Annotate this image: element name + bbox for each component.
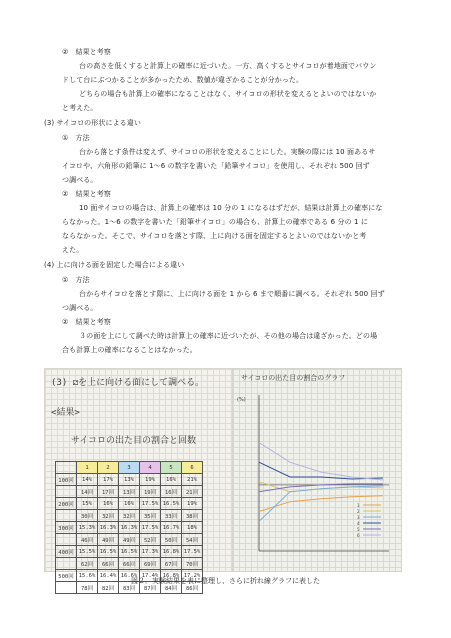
table-cell: 16.5% bbox=[98, 546, 119, 558]
legend-label: 2 bbox=[357, 509, 360, 514]
table-cell: 50回 bbox=[161, 534, 182, 546]
table-row bbox=[56, 558, 203, 570]
table-cell: 17回 bbox=[98, 486, 119, 498]
table-cell: 16.8% bbox=[161, 570, 182, 582]
graph-title: サイコロの出た目の割合のグラフ bbox=[241, 374, 346, 382]
table-cell: 67回 bbox=[161, 558, 182, 570]
table-cell: 17.5% bbox=[140, 498, 161, 510]
body-line: と考えた。 bbox=[62, 104, 98, 112]
table-cell: 16.5% bbox=[161, 498, 182, 510]
body-line: えた。 bbox=[62, 246, 84, 254]
table-row bbox=[56, 546, 203, 558]
body-line: つ調べる。 bbox=[62, 304, 98, 312]
table-cell: 18% bbox=[182, 522, 203, 534]
table-cell: 300回 bbox=[56, 522, 77, 534]
table-header-cell: 2 bbox=[98, 462, 119, 474]
table-cell: 35回 bbox=[140, 510, 161, 522]
body-line: ① 方法 bbox=[62, 134, 90, 142]
table-cell: 66回 bbox=[119, 558, 140, 570]
table-row bbox=[56, 486, 203, 498]
table-row bbox=[56, 498, 203, 510]
table-cell: 52回 bbox=[140, 534, 161, 546]
table-cell: 33回 bbox=[161, 510, 182, 522]
result-table bbox=[55, 461, 203, 594]
body-line: 10 面サイコロの場合は、計算上の確率は 10 分の 1 になるはずだが、結果は計算上の確率にな bbox=[79, 204, 383, 212]
legend-label: 6 bbox=[357, 533, 360, 538]
series-line bbox=[259, 486, 383, 522]
table-cell: 16.3% bbox=[98, 522, 119, 534]
table-cell: 17.5% bbox=[140, 522, 161, 534]
table-cell bbox=[56, 534, 77, 546]
result-label: <結果> bbox=[51, 408, 80, 418]
legend-label: 1 bbox=[357, 503, 360, 508]
table-cell: 19% bbox=[182, 498, 203, 510]
line-graph bbox=[233, 369, 401, 571]
table-cell: 16.3% bbox=[119, 522, 140, 534]
table-cell bbox=[56, 486, 77, 498]
table-cell: 500回 bbox=[56, 570, 77, 582]
body-line: ① 方法 bbox=[62, 276, 90, 284]
table-cell: 14回 bbox=[77, 486, 98, 498]
table-header-cell: 5 bbox=[161, 462, 182, 474]
table-cell: 16.8% bbox=[161, 546, 182, 558]
table-cell: 15% bbox=[77, 498, 98, 510]
table-cell: 21回 bbox=[182, 486, 203, 498]
table-cell: 82回 bbox=[98, 582, 119, 594]
table-cell: 21% bbox=[182, 474, 203, 486]
body-line: 台から落とす条件は変えず、サイコロの形状を変えることにした。実験の際には 10 面あるサ bbox=[79, 148, 376, 156]
table-header-cell bbox=[56, 462, 77, 474]
table-cell: 400回 bbox=[56, 546, 77, 558]
series-line bbox=[259, 462, 383, 479]
table-cell: 32回 bbox=[98, 510, 119, 522]
legend-label: 3 bbox=[357, 515, 360, 520]
table-cell: 17.5% bbox=[182, 546, 203, 558]
table-cell: 16.4% bbox=[98, 570, 119, 582]
body-line: 台からサイコロを落とす際に、上に向ける面を 1 から 6 まで順番に調べる。それぞれ 500 回ず bbox=[79, 290, 385, 298]
table-row bbox=[56, 522, 203, 534]
table-cell: 16回 bbox=[161, 486, 182, 498]
table-cell: 70回 bbox=[182, 558, 203, 570]
table-cell: 13回 bbox=[119, 486, 140, 498]
body-line: (3) サイコロの形状による違い bbox=[44, 119, 141, 127]
table-header-cell: 1 bbox=[77, 462, 98, 474]
table-cell: 14% bbox=[77, 474, 98, 486]
body-line: ② 結果と考察 bbox=[62, 318, 111, 326]
table-header-cell: 4 bbox=[140, 462, 161, 474]
table-cell: 16.5% bbox=[119, 546, 140, 558]
body-line: ドして台にぶつかることが多かったため、数値が違ざかることが分かった。 bbox=[62, 76, 304, 84]
table-cell: 16% bbox=[119, 498, 140, 510]
table-cell: 49回 bbox=[98, 534, 119, 546]
left-title: (3) ⚁を上に向ける面にして調べる。 bbox=[51, 378, 205, 388]
table-header-cell: 6 bbox=[182, 462, 203, 474]
table-title: サイコロの出た目の割合と回数 bbox=[71, 436, 197, 446]
table-cell: 54回 bbox=[182, 534, 203, 546]
table-cell: 17.4% bbox=[140, 570, 161, 582]
table-cell: 86回 bbox=[182, 582, 203, 594]
table-cell: 17% bbox=[98, 474, 119, 486]
table-cell: 200回 bbox=[56, 498, 77, 510]
table-cell: 17.3% bbox=[140, 546, 161, 558]
series-line bbox=[259, 443, 383, 481]
graph-ylabel: (%) bbox=[237, 397, 246, 403]
table-cell: 100回 bbox=[56, 474, 77, 486]
table-cell bbox=[56, 558, 77, 570]
body-line: ② 結果と考察 bbox=[62, 190, 111, 198]
table-cell: 62回 bbox=[77, 558, 98, 570]
table-cell: 17.2% bbox=[182, 570, 203, 582]
table-cell: 16% bbox=[161, 474, 182, 486]
body-line: らなかった。1〜6 の数字を書いた「鉛筆サイコロ」の場合も、計算上の確率である 6 分の 1 に bbox=[62, 218, 368, 226]
table-cell: 16% bbox=[98, 498, 119, 510]
table-cell: 78回 bbox=[77, 582, 98, 594]
table-header-cell: 3 bbox=[119, 462, 140, 474]
table-cell: 19% bbox=[140, 474, 161, 486]
body-line: ３の面を上にして調べた時は計算上の確率に近づいたが、その他の場合は違ざかった。どの場 bbox=[79, 332, 378, 340]
table-cell: 38回 bbox=[182, 510, 203, 522]
table-row bbox=[56, 474, 203, 486]
table-cell: 15.3% bbox=[77, 522, 98, 534]
body-line: 台の高さを低くすると計算上の確率に近づいた。一方、高くするとサイコロが着地面でバウン bbox=[79, 62, 377, 70]
table-cell: 87回 bbox=[140, 582, 161, 594]
table-row bbox=[56, 510, 203, 522]
table-cell: 13% bbox=[119, 474, 140, 486]
table-cell bbox=[56, 510, 77, 522]
table-row bbox=[56, 534, 203, 546]
body-line: どちらの場合も計算上の確率になることはなく、サイコロの形状を変えるとよいのではないか bbox=[79, 90, 377, 98]
body-line: ならなかった。そこで、サイコロを落とす際、上に向ける面を固定するとよいのではないかと考 bbox=[62, 232, 367, 240]
body-line: つ調べる。 bbox=[62, 176, 98, 184]
graph-photo bbox=[232, 368, 402, 572]
table-cell: 16.7% bbox=[161, 522, 182, 534]
table-cell: 49回 bbox=[119, 534, 140, 546]
table-cell: 15.6% bbox=[77, 570, 98, 582]
table-cell: 15.5% bbox=[77, 546, 98, 558]
body-line: (4) 上に向ける面を固定した場合による違い bbox=[44, 261, 185, 269]
body-line: イコロや、六角形の鉛筆に 1〜6 の数字を書いた「鉛筆サイコロ」を使用し、それぞれ 500 回ず bbox=[62, 162, 370, 170]
table-cell: 83回 bbox=[119, 582, 140, 594]
table-cell: 32回 bbox=[119, 510, 140, 522]
table-cell: 66回 bbox=[98, 558, 119, 570]
table-cell: 69回 bbox=[140, 558, 161, 570]
body-line: ② 結果と考察 bbox=[62, 48, 111, 56]
table-cell: 19回 bbox=[140, 486, 161, 498]
table-cell: 46回 bbox=[77, 534, 98, 546]
legend-label: 5 bbox=[357, 527, 360, 532]
table-cell: 84回 bbox=[161, 582, 182, 594]
table-cell: 16.6% bbox=[119, 570, 140, 582]
body-line: 合も計算上の確率になることはなかった。 bbox=[62, 346, 197, 354]
figure-caption: 図２．実験結果を表に整理し、さらに折れ線グラフに表した bbox=[131, 577, 320, 585]
legend-label: 4 bbox=[357, 521, 360, 526]
table-cell: 30回 bbox=[77, 510, 98, 522]
